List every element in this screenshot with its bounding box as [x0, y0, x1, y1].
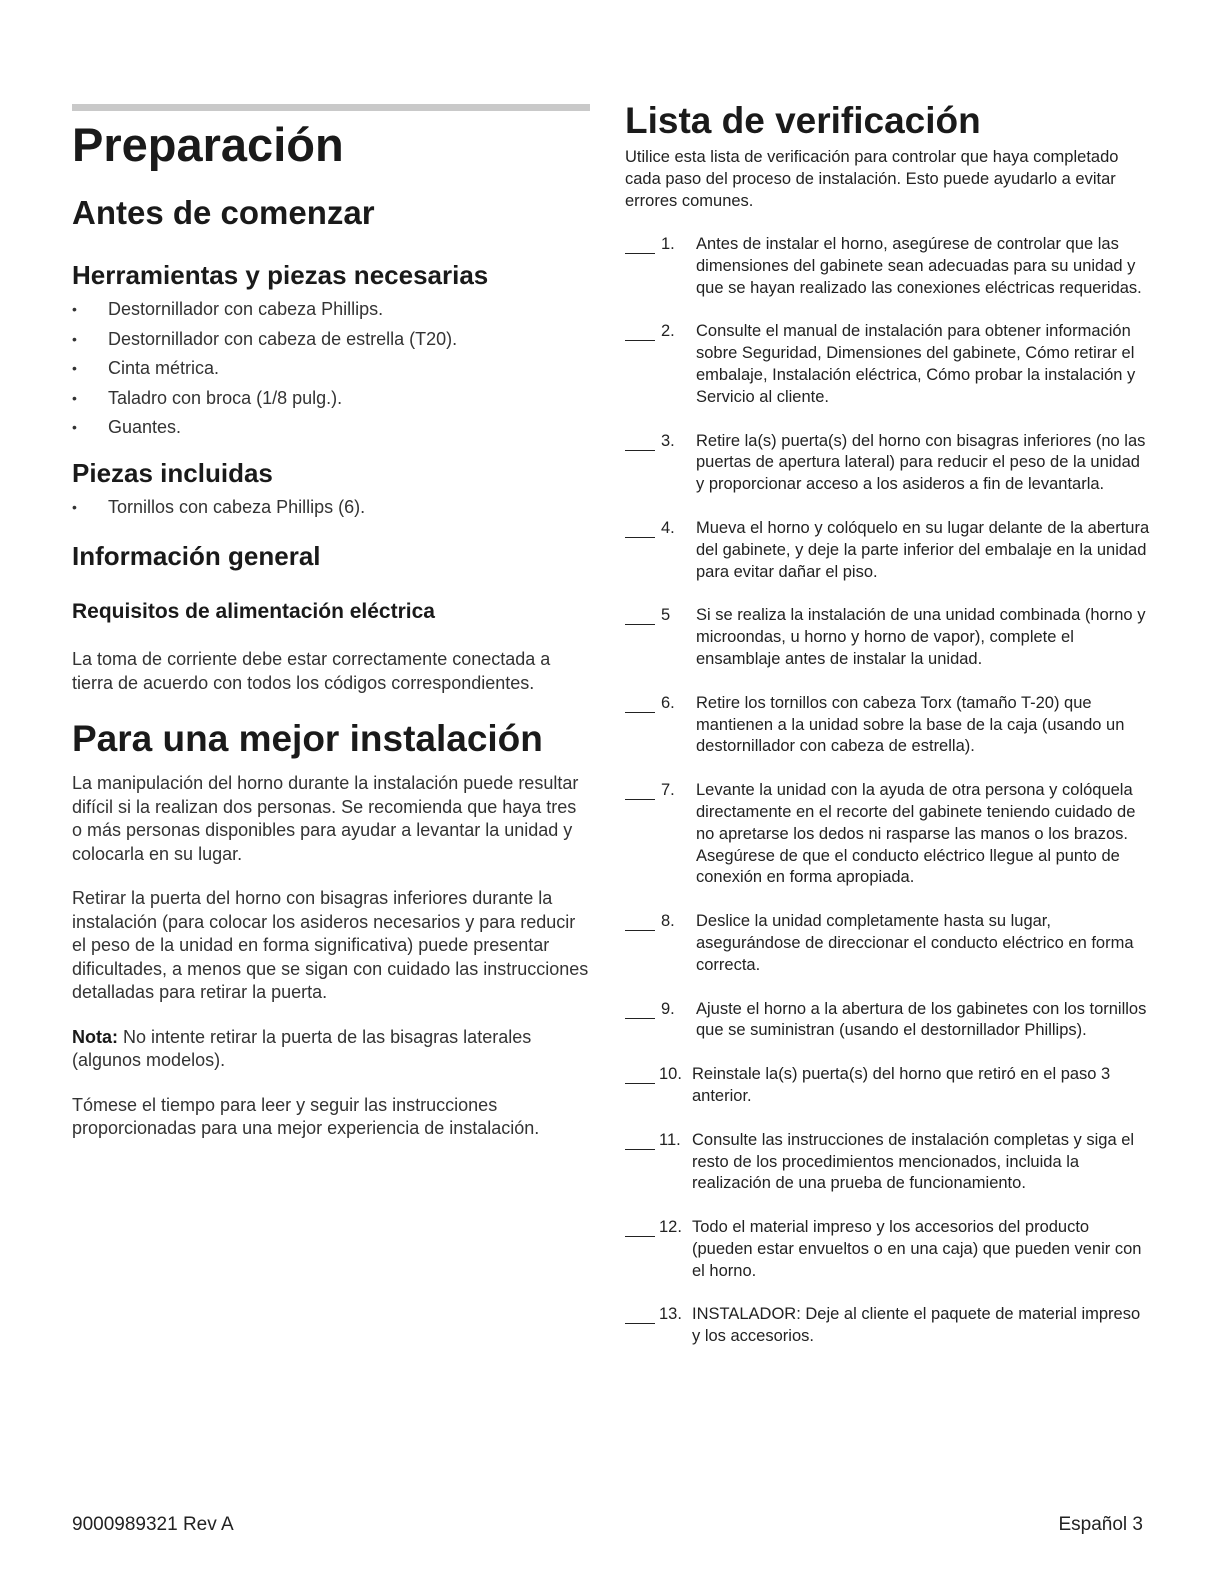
item-number: 1. [661, 235, 675, 253]
checklist-item [625, 999, 1150, 1043]
checklist-item [625, 911, 1150, 976]
note-label: Nota: [72, 1026, 118, 1047]
item-text: Antes de instalar el horno, asegúrese de controlar que las dimensiones del gabinete sean adecuadas para su unidad y que se hayan realizado las conexiones eléctricas requeridas. [696, 235, 1142, 297]
item-number: 3. [661, 431, 675, 450]
item-text: Retire los tornillos con cabeza Torx (tamaño T-20) que mantienen a la unidad sobre la base de la caja (usando un destornillador con cabeza de estrella). [696, 693, 1125, 756]
checklist-item [625, 518, 1150, 583]
checklist-item [625, 1217, 1150, 1282]
checklist-item [625, 234, 1150, 299]
check-blank [625, 431, 655, 451]
item-text: Retire la(s) puerta(s) del horno con bisagras inferiores (no las puertas de apertura lateral) para reducir el peso de la unidad y proporcionar acceso a los asideros a fin de levantarla. [696, 431, 1146, 494]
check-blank [625, 234, 655, 254]
item-number: 10. [659, 1065, 682, 1084]
power-text: La toma de corriente debe estar correctamente conectada a tierra de acuerdo con todos los códigos correspondientes. [72, 649, 551, 693]
item-text: Todo el material impreso y los accesorios del producto (pueden estar envueltos o en una caja) que pueden venir con el horno. [692, 1218, 1142, 1280]
item-number: 6. [661, 693, 675, 712]
install-paragraph-3: Tómese el tiempo para leer y seguir las instrucciones proporcionadas para una mejor experiencia de instalación. [72, 1094, 540, 1138]
check-blank [625, 1064, 655, 1084]
checklist-item [625, 321, 1150, 408]
tools-heading: Herramientas y piezas necesarias [72, 260, 489, 290]
item-number: 13. [659, 1305, 682, 1324]
check-blank [625, 518, 655, 538]
checklist-item [625, 780, 1150, 889]
item-text: Si se realiza la instalación de una unidad combinada (horno y microondas, u horno y horno de vapor), complete el ensamblaje antes de instalar la unidad. [696, 606, 1146, 668]
check-blank [625, 1130, 655, 1150]
left-column [72, 104, 590, 1162]
list-item: • Guantes. [72, 413, 590, 443]
list-item: • Destornillador con cabeza Phillips. [72, 295, 590, 325]
checklist-item [625, 693, 1150, 758]
item-text: Deslice la unidad completamente hasta su lugar, asegurándose de direccionar el conducto eléctrico en forma correcta. [696, 912, 1134, 974]
item-text: Consulte las instrucciones de instalación completas y siga el resto de los procedimientos mencionados, incluida la realización de una prueba de funcionamiento. [692, 1130, 1135, 1193]
check-blank [625, 1217, 655, 1237]
checklist-item [625, 431, 1150, 496]
item-text: Levante la unidad con la ayuda de otra persona y colóquela directamente en el recorte del gabinete teniendo cuidado de no apretarse los dedos ni rasparse las manos o los brazos. Asegúrese de que el conducto eléctrico llegue al punto de conexión en forma apropiada. [696, 781, 1136, 887]
check-blank [625, 780, 655, 800]
check-blank [625, 693, 655, 713]
item-number: 8. [661, 912, 675, 931]
parts-list [72, 493, 590, 523]
item-text: Reinstale la(s) puerta(s) del horno que retiró en el paso 3 anterior. [692, 1065, 1111, 1105]
checklist-title: Lista de verificación [625, 100, 981, 141]
check-blank [625, 999, 655, 1019]
list-item: • Taladro con broca (1/8 pulg.). [72, 384, 590, 414]
check-blank [625, 605, 655, 625]
note-text: No intente retirar la puerta de las bisagras laterales (algunos modelos). [72, 1026, 532, 1070]
check-blank [625, 911, 655, 931]
tools-list [72, 295, 590, 443]
parts-heading: Piezas incluidas [72, 457, 273, 488]
install-paragraph-2: Retirar la puerta del horno con bisagras inferiores durante la instalación (para colocar los asideros necesarios y para reducir el peso de la unidad en forma significativa) puede presentar dificultades, a menos que se sigan con cuidado las instrucciones detalladas para retirar la puerta. [72, 888, 589, 1002]
install-paragraph-1: La manipulación del horno durante la instalación puede resultar difícil si la realizan dos personas. Se recomienda que haya tres o más personas disponibles para ayudar a levantar la unidad y colocarla en su lugar. [72, 773, 579, 864]
item-text: Consulte el manual de instalación para obtener información sobre Seguridad, Dimensiones del gabinete, Cómo retirar el embalaje, Instalación eléctrica, Cómo probar la instalación y Servicio al cliente. [696, 322, 1136, 406]
item-number: 9. [661, 999, 675, 1018]
check-blank [625, 1304, 655, 1324]
item-number: 11. [659, 1130, 681, 1149]
general-info-heading: Información general [72, 541, 321, 571]
item-number: 4. [661, 518, 675, 537]
checklist-item [625, 605, 1150, 670]
section-before-start: Antes de comenzar [72, 194, 375, 231]
check-blank [625, 321, 655, 341]
note-paragraph [72, 1026, 590, 1073]
power-requirements-heading: Requisitos de alimentación eléctrica [72, 600, 435, 623]
page-title: Preparación [72, 118, 344, 171]
item-number: 2. [661, 322, 675, 341]
item-text: INSTALADOR: Deje al cliente el paquete de material impreso y los accesorios. [692, 1305, 1141, 1346]
item-text: Ajuste el horno a la abertura de los gabinetes con los tornillos que se suministran (usando el destornillador Phillips). [696, 999, 1147, 1040]
checklist-item [625, 1064, 1150, 1108]
checklist-item [625, 1304, 1150, 1348]
item-number: 5 [661, 606, 671, 625]
list-item: • Tornillos con cabeza Phillips (6). [72, 493, 590, 523]
item-text: Mueva el horno y colóquelo en su lugar delante de la abertura del gabinete, y deje la parte inferior del embalaje en la unidad para evitar dañar el piso. [696, 518, 1150, 581]
right-column [625, 98, 1150, 1370]
best-install-heading: Para una mejor instalación [72, 718, 543, 759]
document-number: 9000989321 Rev A [72, 1514, 234, 1535]
list-item: • Cinta métrica. [72, 354, 590, 384]
checklist-item [625, 1130, 1150, 1195]
header-rule [72, 104, 590, 111]
item-number: 7. [661, 781, 675, 800]
list-item: • Destornillador con cabeza de estrella (T20). [72, 325, 590, 355]
checklist-intro: Utilice esta lista de verificación para controlar que haya completado cada paso del proceso de instalación. Esto puede ayudarlo a evitar errores comunes. [625, 148, 1119, 210]
page-number: Español 3 [1058, 1514, 1143, 1535]
item-number: 12. [659, 1218, 682, 1237]
